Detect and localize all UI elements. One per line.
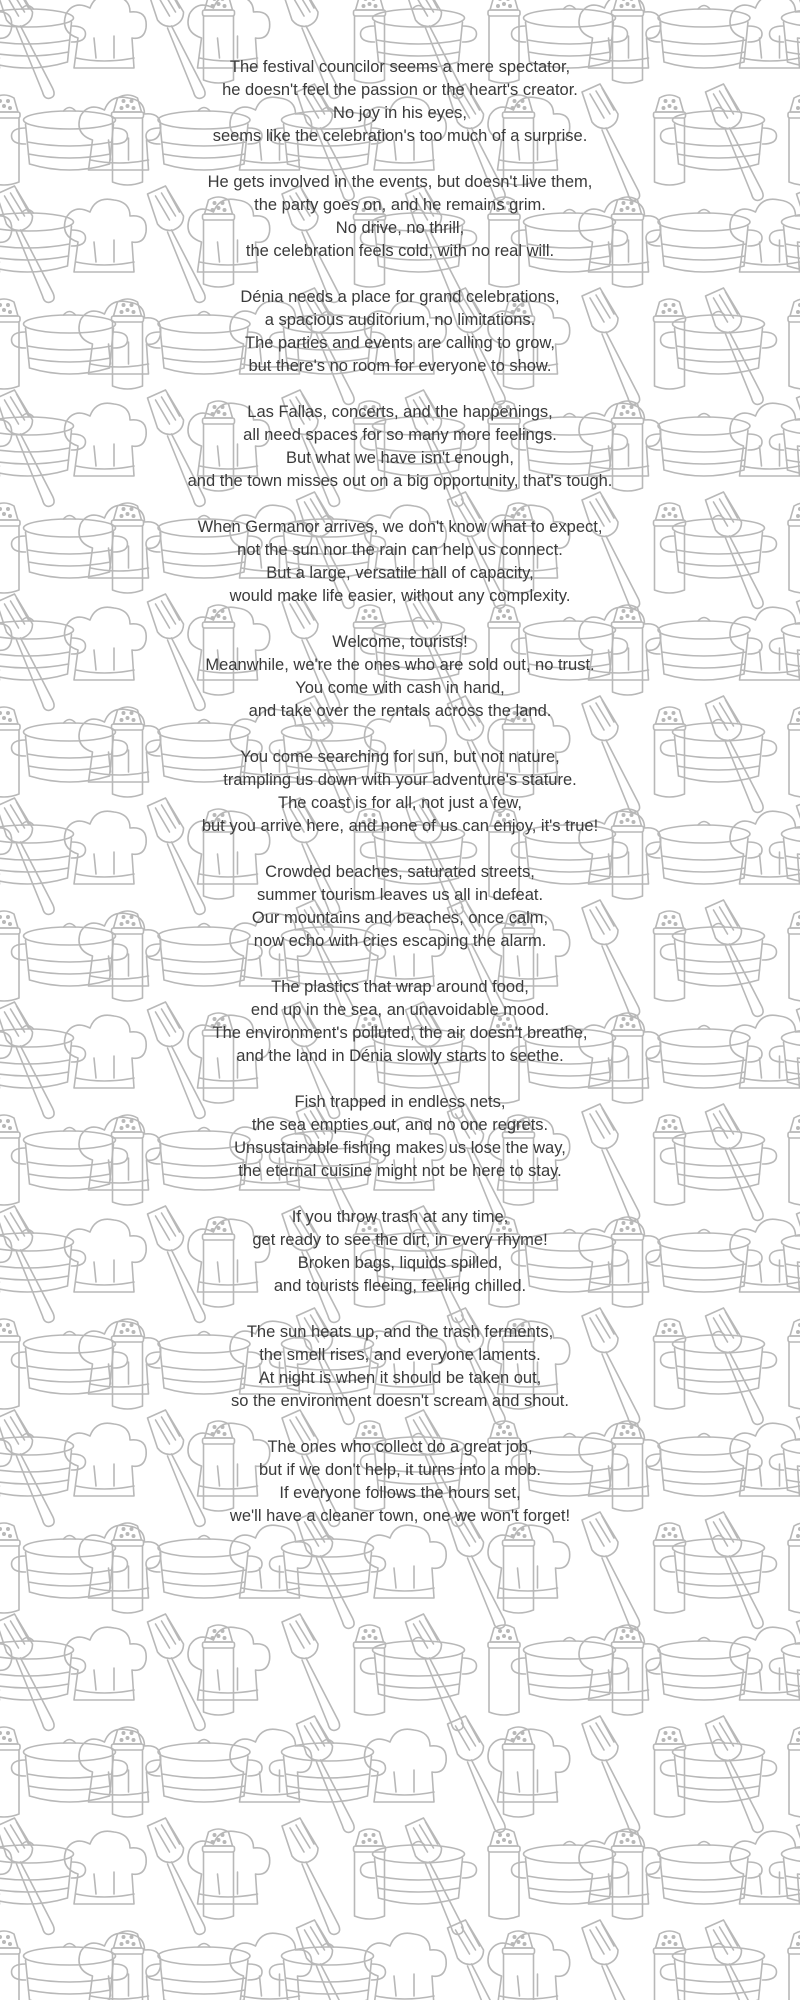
poem-stanza <box>0 516 800 608</box>
poem-line: a spacious auditorium, no limitations. <box>264 311 536 329</box>
salt-shaker-icon <box>488 1625 520 1715</box>
cooking-pot-icon <box>661 1944 777 2000</box>
spatula-icon <box>148 1614 206 1730</box>
poem-line: But a large, versatile hall of capacity, <box>266 564 534 582</box>
salt-shaker-icon <box>112 1727 144 1817</box>
poem-line: He gets involved in the events, but doesn't live them, <box>207 173 593 191</box>
spatula-icon <box>448 1716 506 1832</box>
poem-line: The ones who collect do a great job, <box>267 1438 533 1456</box>
spatula-icon <box>406 1614 464 1730</box>
poem-line: Dénia needs a place for grand celebrations, <box>240 288 560 306</box>
spatula-icon <box>297 1716 355 1832</box>
poem-line: he doesn't feel the passion or the heart's creator. <box>222 81 578 99</box>
spatula-icon <box>406 1818 464 1934</box>
poem-line: Unsustainable fishing makes us lose the way, <box>234 1139 566 1157</box>
salt-shaker-icon <box>488 1829 520 1919</box>
salt-shaker-icon <box>112 1931 144 2000</box>
poem-line: The festival councilor seems a mere spectator, <box>229 58 571 76</box>
poem-line: Fish trapped in endless nets, <box>294 1093 506 1111</box>
salt-shaker-icon <box>788 1931 800 2000</box>
poem-stanza <box>0 1321 800 1413</box>
poem-line: get ready to see the dirt, in every rhyme! <box>252 1231 548 1249</box>
poem-line: the party goes on, and he remains grim. <box>254 196 546 214</box>
spatula-icon <box>148 1818 206 1934</box>
salt-shaker-icon <box>354 1625 386 1715</box>
poem-line: The parties and events are calling to grow, <box>244 334 555 352</box>
poem-line: The plastics that wrap around food, <box>271 978 529 996</box>
salt-shaker-icon <box>503 1727 535 1817</box>
poem-stanza <box>0 1091 800 1183</box>
spatula-icon <box>706 1716 764 1832</box>
poem-line: But what we have isn't enough, <box>286 449 514 467</box>
chef-hat-icon <box>230 1729 312 1802</box>
chef-hat-icon <box>730 1831 800 1904</box>
poem-line: end up in the sea, an unavoidable mood. <box>250 1001 550 1019</box>
poem-line: No joy in his eyes, <box>333 104 467 122</box>
chef-hat-icon <box>65 1831 147 1904</box>
spatula-icon <box>0 1818 54 1934</box>
chef-hat-icon <box>488 1933 570 2000</box>
salt-shaker-icon <box>203 1829 235 1919</box>
chef-hat-icon <box>365 1933 447 2000</box>
poem-line: all need spaces for so many more feelings. <box>243 426 557 444</box>
chef-hat-icon <box>730 1627 800 1700</box>
chef-hat-icon <box>365 1729 447 1802</box>
salt-shaker-icon <box>203 1625 235 1715</box>
poem-stanza <box>0 861 800 953</box>
cooking-pot-icon <box>661 1740 777 1803</box>
spatula-icon <box>706 1920 764 2000</box>
cooking-pot-icon <box>146 1944 262 2000</box>
poem-line: No drive, no thrill, <box>335 219 465 237</box>
cooking-pot-icon <box>0 1842 86 1905</box>
spatula-icon <box>582 1920 640 2000</box>
poem-line: Welcome, tourists! <box>332 633 468 651</box>
chef-hat-icon <box>65 1627 147 1700</box>
spatula-icon <box>448 1920 506 2000</box>
poem-stanza <box>0 171 800 263</box>
poem-line: the eternal cuisine might not be here to stay. <box>238 1162 562 1180</box>
salt-shaker-icon <box>654 1931 686 2000</box>
spatula-icon <box>282 1614 340 1730</box>
poem-line: the celebration feels cold, with no real will. <box>245 242 555 260</box>
cooking-pot-icon <box>270 1740 386 1803</box>
poem-line: and take over the rentals across the land. <box>248 702 552 720</box>
poem-line: seems like the celebration's too much of a surprise. <box>212 127 588 145</box>
poem-stanza <box>0 401 800 493</box>
chef-hat-icon <box>488 1729 570 1802</box>
poem-line: now echo with cries escaping the alarm. <box>253 932 547 950</box>
poem-line: The sun heats up, and the trash ferments, <box>246 1323 554 1341</box>
poem-line: we'll have a cleaner town, one we won't forget! <box>229 1507 571 1525</box>
poem-line: When Germanor arrives, we don't know what to expect, <box>197 518 603 536</box>
poem-line: but you arrive here, and none of us can enjoy, it's true! <box>201 817 599 835</box>
poem-stanza <box>0 1206 800 1298</box>
poem-stanza <box>0 631 800 723</box>
cooking-pot-icon <box>0 1638 86 1701</box>
poem-stanza <box>0 56 800 148</box>
poem-line: Las Fallas, concerts, and the happenings, <box>247 403 553 421</box>
poem-line: Meanwhile, we're the ones who are sold out, no trust. <box>205 656 595 674</box>
spatula-icon <box>0 1614 54 1730</box>
chef-hat-icon <box>188 1831 270 1904</box>
poem-line: but there's no room for everyone to show. <box>248 357 552 375</box>
poem-line: but if we don't help, it turns into a mob. <box>259 1461 541 1479</box>
salt-shaker-icon <box>612 1829 644 1919</box>
chef-hat-icon <box>188 1627 270 1700</box>
poem-line: and tourists fleeing, feeling chilled. <box>273 1277 527 1295</box>
spatula-icon <box>582 1716 640 1832</box>
poem-line: the sea empties out, and no one regrets. <box>251 1116 549 1134</box>
poem-line: You come with cash in hand, <box>295 679 505 697</box>
poem-line: would make life easier, without any complexity. <box>229 587 571 605</box>
poem-line: not the sun nor the rain can help us connect. <box>237 541 563 559</box>
poem-stanza <box>0 286 800 378</box>
salt-shaker-icon <box>788 1727 800 1817</box>
poem-line: The environment's polluted, the air doesn't breathe, <box>212 1024 588 1042</box>
cooking-pot-icon <box>361 1842 477 1905</box>
salt-shaker-icon <box>0 1727 20 1817</box>
poem-stanza <box>0 976 800 1068</box>
salt-shaker-icon <box>354 1829 386 1919</box>
poem-line: Crowded beaches, saturated streets, <box>265 863 535 881</box>
poem <box>0 56 800 1551</box>
poem-line: so the environment doesn't scream and shout. <box>231 1392 569 1410</box>
poem-stanza <box>0 1436 800 1528</box>
poem-line: and the land in Dénia slowly starts to seethe. <box>236 1047 564 1065</box>
poem-line: summer tourism leaves us all in defeat. <box>256 886 544 904</box>
poem-line: Broken bags, liquids spilled, <box>297 1254 503 1272</box>
poem-line: The coast is for all, not just a few, <box>278 794 522 812</box>
poem-stanza <box>0 746 800 838</box>
poem-line: At night is when it should be taken out, <box>258 1369 542 1387</box>
poem-line: You come searching for sun, but not nature, <box>240 748 560 766</box>
salt-shaker-icon <box>654 1727 686 1817</box>
poem-line: If everyone follows the hours set, <box>279 1484 521 1502</box>
poem-line: Our mountains and beaches, once calm, <box>251 909 549 927</box>
cooking-pot-icon <box>361 1638 477 1701</box>
salt-shaker-icon <box>612 1625 644 1715</box>
poem-line: and the town misses out on a big opportunity, that's tough. <box>187 472 613 490</box>
poem-line: the smell rises, and everyone laments. <box>259 1346 541 1364</box>
poem-line: If you throw trash at any time, <box>291 1208 509 1226</box>
poem-line: trampling us down with your adventure's stature. <box>223 771 577 789</box>
spatula-icon <box>282 1818 340 1934</box>
spatula-icon <box>297 1920 355 2000</box>
